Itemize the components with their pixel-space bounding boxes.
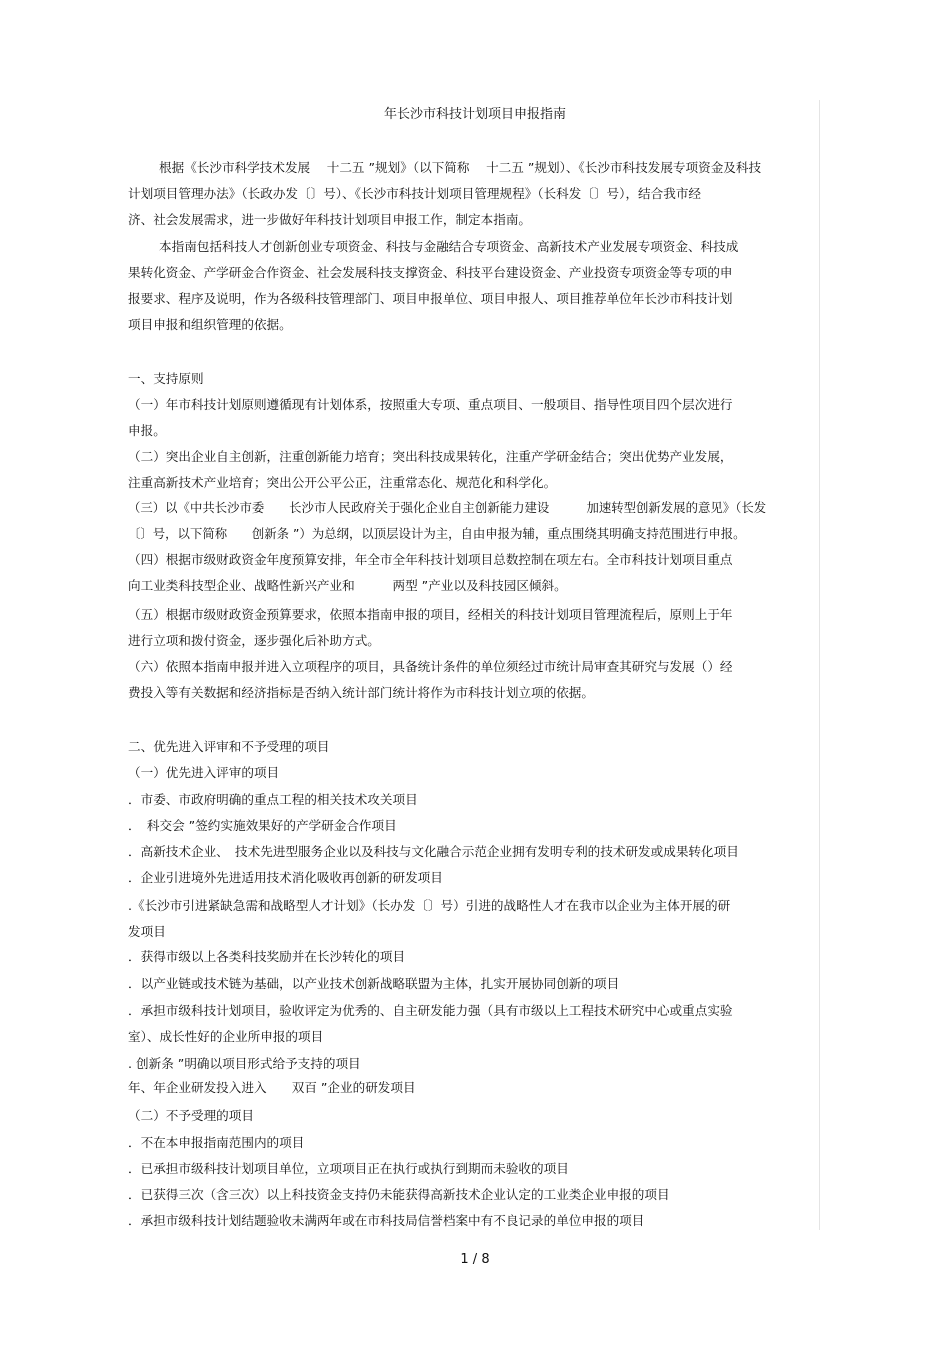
body-line: . 创新条 ”明确以项目形式给予支持的项目 [128, 1056, 361, 1071]
body-line: 〔〕号，以下简称 创新条 ”）为总纲，以顶层设计为主，自由申报为辅，重点围绕其明确支持范围进行申报。 [128, 526, 746, 541]
body-line: 根据《长沙市科学技术发展 十二五 ”规划》（以下简称 十二五 ”规划）、《长沙市科技发展专项资金及科技 [159, 160, 762, 175]
body-line: .《长沙市引进紧缺急需和战略型人才计划》（长办发〔〕号）引进的战略性人才在我市以企业为主体开展的研 [128, 898, 731, 913]
body-line: 果转化资金、产学研金合作资金、社会发展科技支撑资金、科技平台建设资金、产业投资专项资金等专项的申 [128, 265, 733, 280]
body-line: ． 科交会 ”签约实施效果好的产学研金合作项目 [128, 818, 397, 833]
body-line: 进行立项和拨付资金，逐步强化后补助方式。 [128, 633, 380, 648]
body-line: ．不在本申报指南范围内的项目 [128, 1135, 305, 1150]
body-line: ．获得市级以上各类科技奖励并在长沙转化的项目 [128, 949, 406, 964]
document-title: 年长沙市科技计划项目申报指南 [383, 107, 566, 122]
body-line: 向工业类科技型企业、战略性新兴产业和 两型 ”产业以及科技园区倾斜。 [128, 578, 567, 593]
body-line: 二、优先进入评审和不予受理的项目 [128, 739, 330, 754]
body-line: ．市委、市政府明确的重点工程的相关技术攻关项目 [128, 792, 418, 807]
body-line: ．企业引进境外先进适用技术消化吸收再创新的研发项目 [128, 870, 443, 885]
page-number: 1 / 8 [460, 1252, 490, 1267]
body-line: 项目申报和组织管理的依据。 [128, 317, 292, 332]
body-line: ．承担市级科技计划结题验收未满两年或在市科技局信誉档案中有不良记录的单位申报的项目 [128, 1213, 645, 1228]
body-line: 发项目 [128, 924, 166, 939]
body-line: 费投入等有关数据和经济指标是否纳入统计部门统计将作为市科技计划立项的依据。 [128, 685, 594, 700]
body-line: 计划项目管理办法》（长政办发〔〕号）、《长沙市科技计划项目管理规程》（长科发〔〕号），结合我市经 [128, 186, 702, 201]
body-line: ．以产业链或技术链为基础，以产业技术创新战略联盟为主体，扎实开展协同创新的项目 [128, 976, 620, 991]
body-line: 室）、成长性好的企业所申报的项目 [128, 1029, 324, 1044]
body-line: （六）依照本指南申报并进入立项程序的项目，具备统计条件的单位须经过市统计局审查其研究与发展（）经 [128, 659, 733, 674]
body-line: 本指南包括科技人才创新创业专项资金、科技与金融结合专项资金、高新技术产业发展专项资金、科技成 [159, 239, 739, 254]
body-line: ．已获得三次（含三次）以上科技资金支持仍未能获得高新技术企业认定的工业类企业申报的项目 [128, 1187, 670, 1202]
body-line: 报要求、程序及说明，作为各级科技管理部门、项目申报单位、项目申报人、项目推荐单位年长沙市科技计划 [128, 291, 733, 306]
body-line: （二）不予受理的项目 [128, 1108, 254, 1123]
body-line: （一）年市科技计划原则遵循现有计划体系，按照重大专项、重点项目、一般项目、指导性项目四个层次进行 [128, 397, 733, 412]
body-line: （四）根据市级财政资金年度预算安排，年全市全年科技计划项目总数控制在项左右。全市科技计划项目重点 [128, 552, 733, 567]
body-line: ．已承担市级科技计划项目单位，立项项目正在执行或执行到期而未验收的项目 [128, 1161, 569, 1176]
body-line: （三）以《中共长沙市委 长沙市人民政府关于强化企业自主创新能力建设 加速转型创新发展的意见》（长发 [128, 500, 767, 515]
body-line: 申报。 [128, 423, 166, 438]
body-line: 年、年企业研发投入进入 双百 ”企业的研发项目 [128, 1080, 416, 1095]
body-line: （五）根据市级财政资金预算要求，依照本指南申报的项目，经相关的科技计划项目管理流程后，原则上于年 [128, 607, 733, 622]
body-line: 济、社会发展需求，进一步做好年科技计划项目申报工作，制定本指南。 [128, 212, 531, 227]
body-line: （一）优先进入评审的项目 [128, 765, 280, 780]
right-margin-rule [819, 100, 820, 1230]
body-line: ．承担市级科技计划项目，验收评定为优秀的、自主研发能力强（具有市级以上工程技术研究中心或重点实验 [128, 1003, 733, 1018]
body-line: ．高新技术企业、 技术先进型服务企业以及科技与文化融合示范企业拥有发明专利的技术研发或成果转化项目 [128, 844, 739, 859]
body-line: （二）突出企业自主创新，注重创新能力培育；突出科技成果转化，注重产学研金结合；突出优势产业发展， [128, 449, 733, 464]
body-line: 注重高新技术产业培育；突出公开公平公正，注重常态化、规范化和科学化。 [128, 475, 557, 490]
body-line: 一、支持原则 [128, 371, 204, 386]
